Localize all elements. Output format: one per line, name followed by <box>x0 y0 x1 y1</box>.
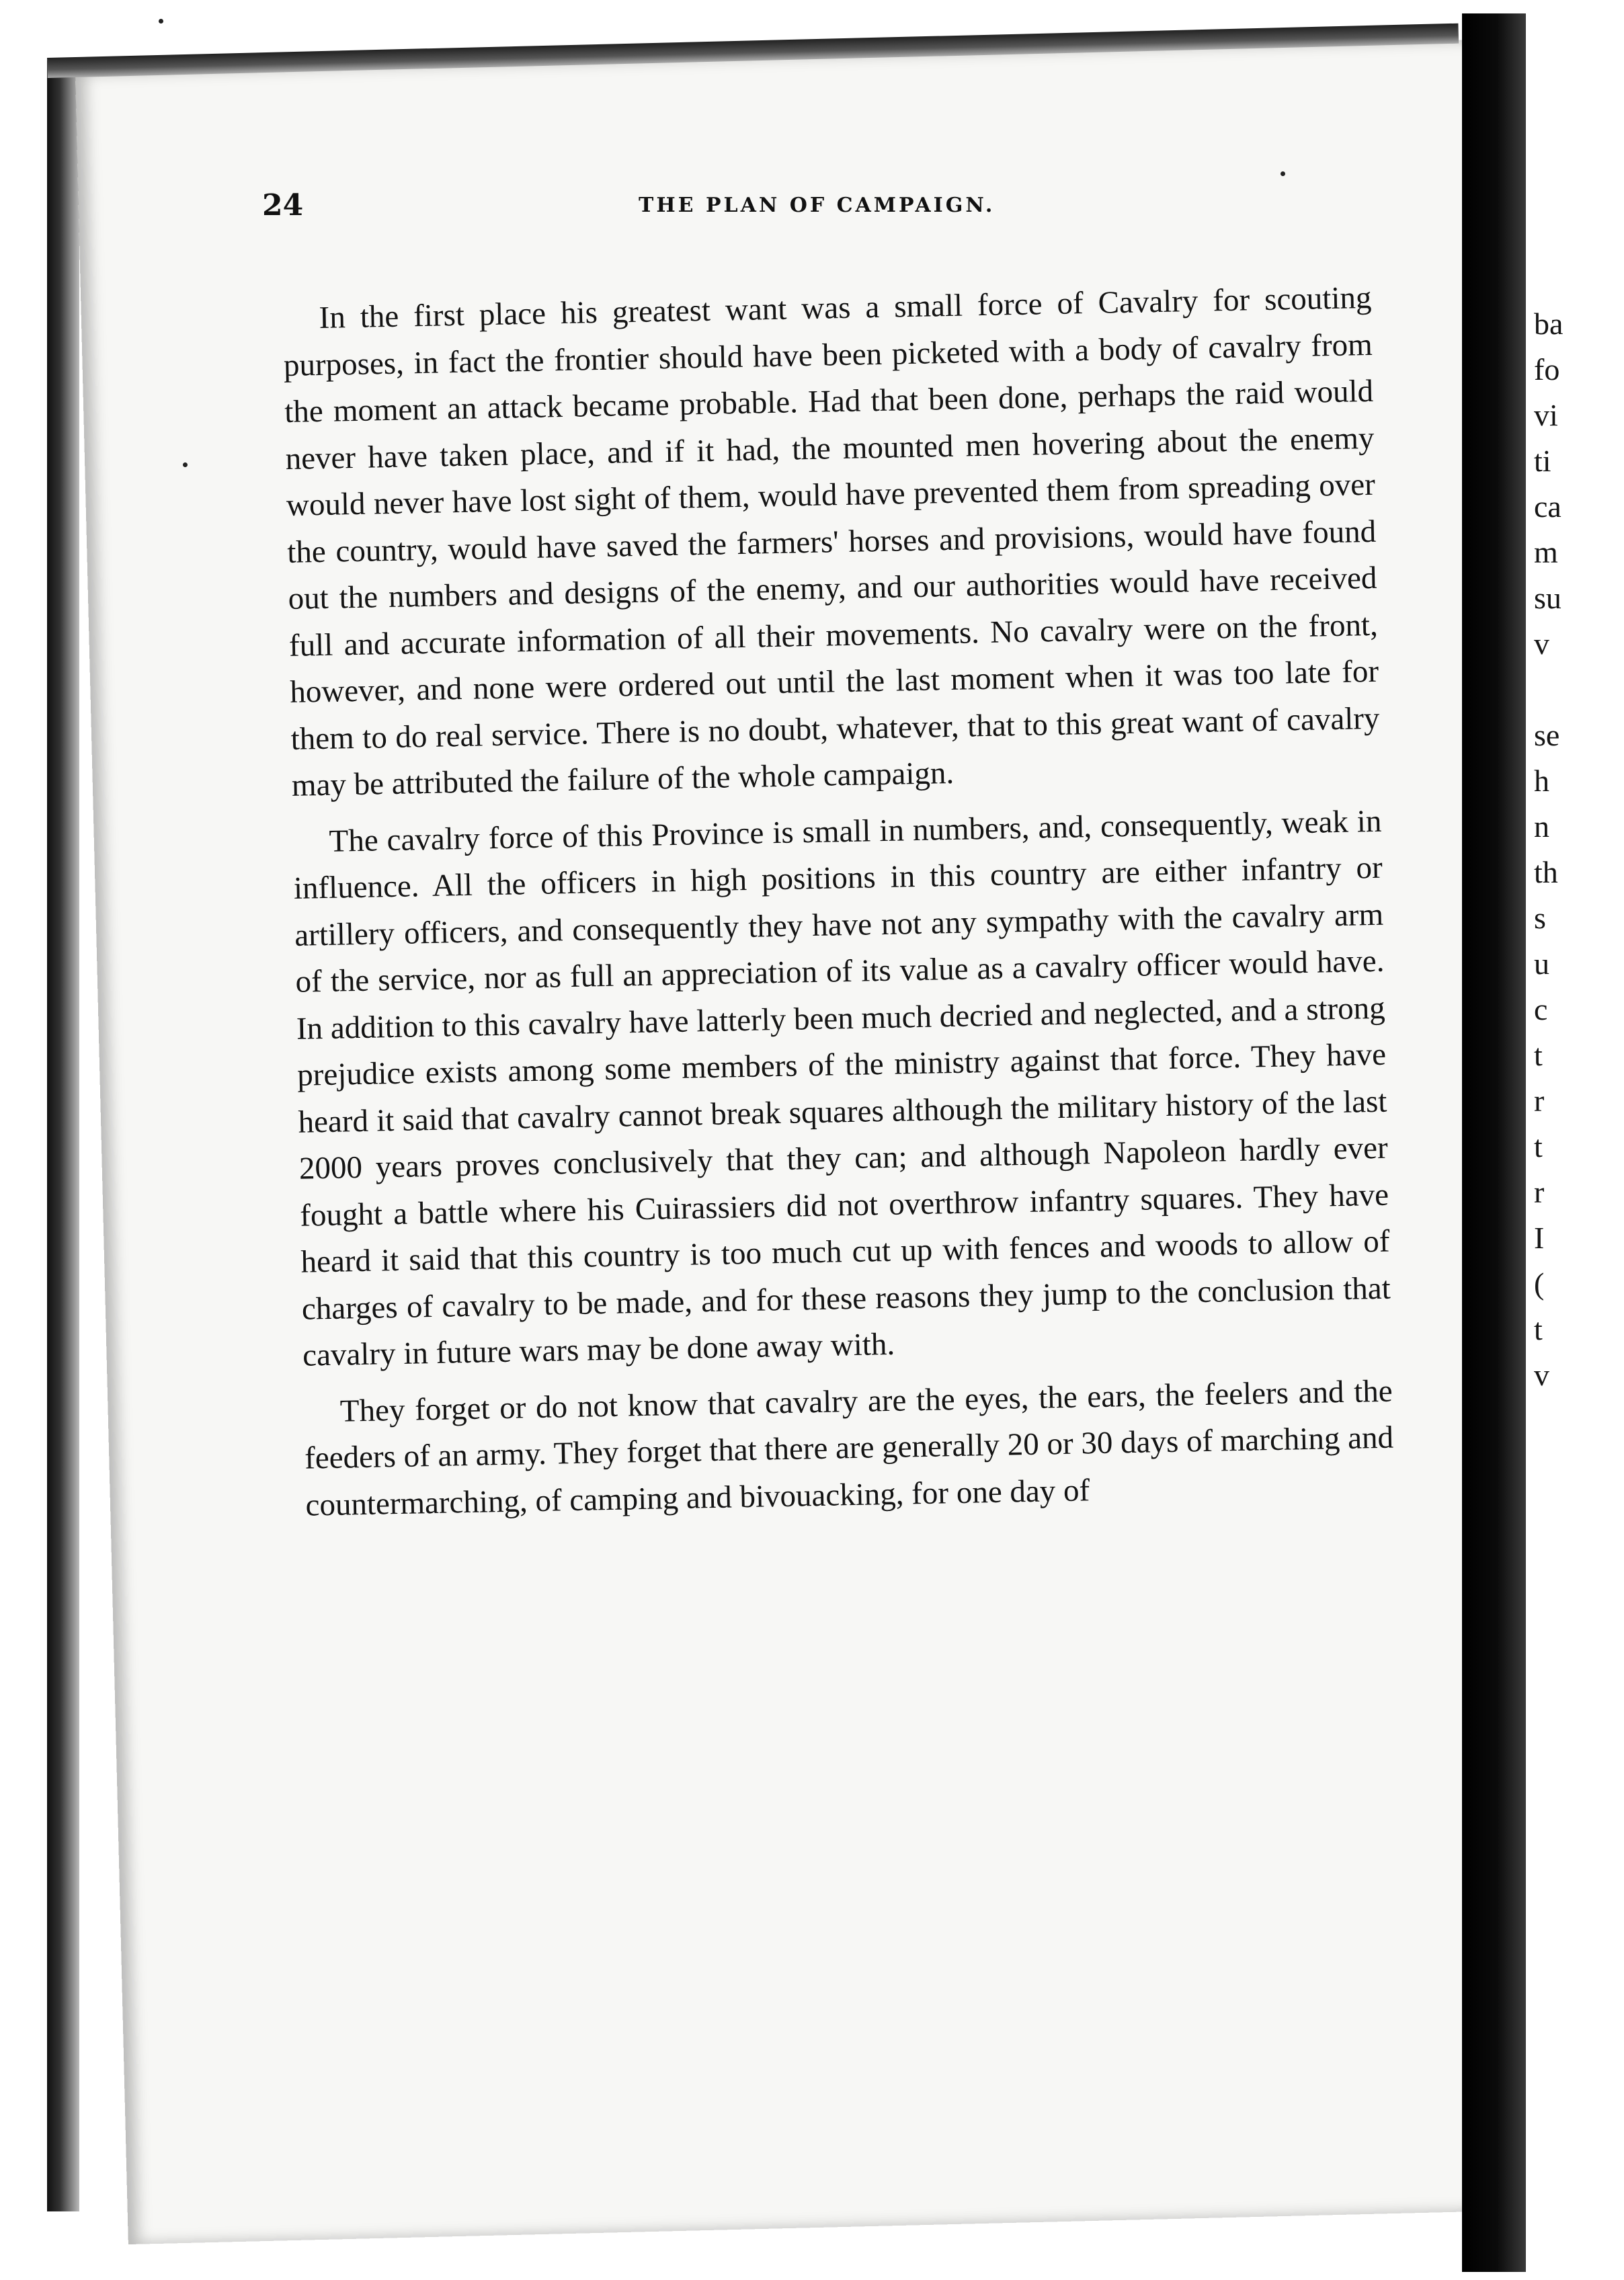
facing-fragment: ti <box>1534 444 1551 478</box>
facing-fragment: r <box>1534 1084 1545 1118</box>
facing-fragment: su <box>1534 581 1561 615</box>
facing-fragment: th <box>1534 855 1558 889</box>
facing-fragment: t <box>1534 1312 1543 1346</box>
paragraph: In the first place his greatest want was a small force of Cavalry for scouting purposes, in fact the frontier should have been picketed with a body of cavalry from the moment an attack became probable. Had that been done, perhaps the raid would never have taken place, and if it had, the mounted men hovering about the enemy would never have lost sight of them, would have prevented them from spreading over the country, would have saved the farmers' horses and provisions, would have found out the numbers and designs of the enemy, and our authorities would have received full and accurate information of all their movements. No cavalry were on the front, however, and none were ordered out until the last moment when it was too late for them to do real service. There is no doubt, whatever, that to this great want of cavalry may be attributed the failure of the whole campaign. <box>283 280 1380 803</box>
paragraph: They forget or do not know that cavalry are the eyes, the ears, the feelers and the feeders of an army. They forget that there are generally 20 or 30 days of marching and countermarching, of camping and bivouacking, for one day of <box>304 1373 1394 1523</box>
facing-fragment: fo <box>1534 352 1560 386</box>
facing-fragment: s <box>1534 901 1546 935</box>
facing-fragment: t <box>1534 1129 1543 1164</box>
facing-fragment: u <box>1534 946 1549 981</box>
paragraph: The cavalry force of this Province is small in numbers, and, consequently, weak in influence. All the officers in high positions in this country are either infantry or artillery officers, and consequently they have not any sympathy with the cavalry arm of the service, nor as full an appreciation of its value as a cavalry officer would have. In addition to this cavalry have latterly been much decried and neglected, and a strong prejudice exists among some members of the ministry against that force. They have heard it said that cavalry cannot break squares although the military history of the last 2000 years proves conclusively that they can; and although Napoleon hardly ever fought a battle where his Cuirassiers did not overthrow infantry squares. They have heard it said that this country is too much cut up with fences and woods to allow of charges of cavalry to be made, and for these reasons they jump to the conclusion that cavalry in future wars may be done away with. <box>293 803 1391 1373</box>
facing-fragment: h <box>1534 764 1549 798</box>
body-text <box>282 275 1395 1539</box>
facing-fragment: n <box>1534 809 1549 844</box>
facing-fragment: I <box>1534 1221 1545 1255</box>
speck <box>1281 171 1285 176</box>
facing-fragment: v <box>1534 626 1549 661</box>
facing-fragment: se <box>1534 718 1560 752</box>
page-header <box>262 188 1365 242</box>
facing-fragment <box>1534 667 1563 712</box>
speck <box>159 19 163 24</box>
facing-fragment: v <box>1534 1358 1549 1392</box>
facing-fragment: m <box>1534 535 1558 569</box>
book-left-edge <box>47 60 79 2211</box>
facing-page-edge <box>1526 20 1624 2265</box>
facing-fragment: t <box>1534 1038 1543 1072</box>
facing-fragment: ba <box>1534 307 1564 341</box>
facing-fragment: ca <box>1534 489 1561 524</box>
page-number: 24 <box>262 188 304 222</box>
facing-fragment: r <box>1534 1175 1545 1209</box>
facing-fragment: vi <box>1534 398 1558 432</box>
facing-fragment: c <box>1534 992 1548 1026</box>
running-head: THE PLAN OF CAMPAIGN. <box>639 194 996 217</box>
facing-page-text <box>1534 301 1563 1398</box>
book-gutter <box>1462 13 1526 2272</box>
facing-fragment: ( <box>1534 1266 1545 1301</box>
speck <box>183 462 188 467</box>
